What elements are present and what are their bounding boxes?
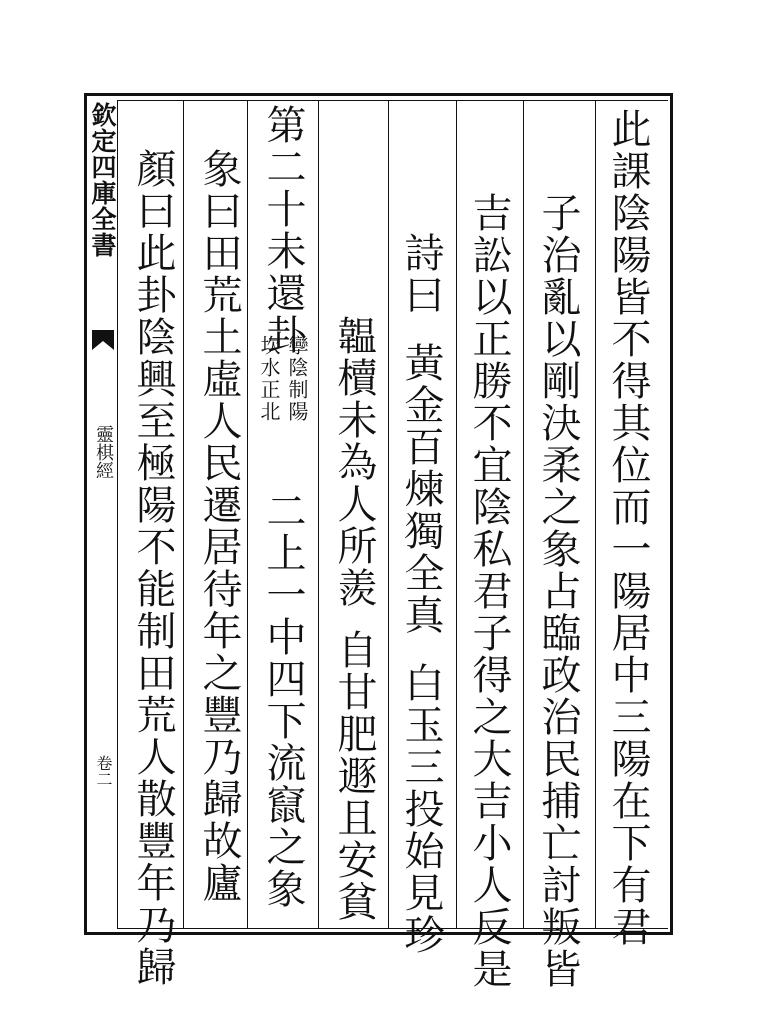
- chapter-text: 二上一中四下流竄之象: [260, 490, 306, 910]
- text-column-1: 此課陰陽皆不得其位而一陽居中三陽在下有君: [605, 108, 651, 948]
- text-column-2: 子治亂以剛決柔之象占臨政治民捕亡討叛皆: [535, 192, 581, 990]
- annotation-note: 坎水正北: [257, 335, 281, 423]
- poem-line: 黃金百煉獨全真: [398, 342, 444, 636]
- column-rule: [247, 100, 248, 929]
- column-rule: [318, 100, 319, 929]
- collection-title: 欽定四庫全書: [88, 102, 117, 258]
- poem-line: 自甘肥遯且安貧: [331, 629, 377, 923]
- column-rule: [595, 100, 596, 929]
- column-rule: [183, 100, 184, 929]
- column-rule: [523, 100, 524, 929]
- text-column-8: 顏曰此卦陰興至極陽不能制田荒人散豐年乃歸: [130, 148, 176, 988]
- book-title: 靈棋經: [93, 425, 114, 479]
- text-column-7: 象曰田荒土虛人民遷居待年之豐乃歸故廬: [196, 148, 242, 904]
- column-rule: [388, 100, 389, 929]
- poem-line: 韞櫝未為人所羨: [331, 315, 377, 609]
- text-column-5: [333, 315, 375, 923]
- annotation-note: 孿陰制陽: [285, 335, 309, 423]
- column-rule: [456, 100, 457, 929]
- chapter-heading: 第二十未還卦: [260, 104, 306, 356]
- poem-line: 白玉三投始見珍: [398, 662, 444, 956]
- volume-label: 卷二: [94, 755, 113, 787]
- poem-heading: 詩曰: [398, 232, 444, 316]
- text-column-4: [400, 232, 442, 956]
- text-column-3: 吉訟以正勝不宜陰私君子得之大吉小人反是: [466, 192, 512, 990]
